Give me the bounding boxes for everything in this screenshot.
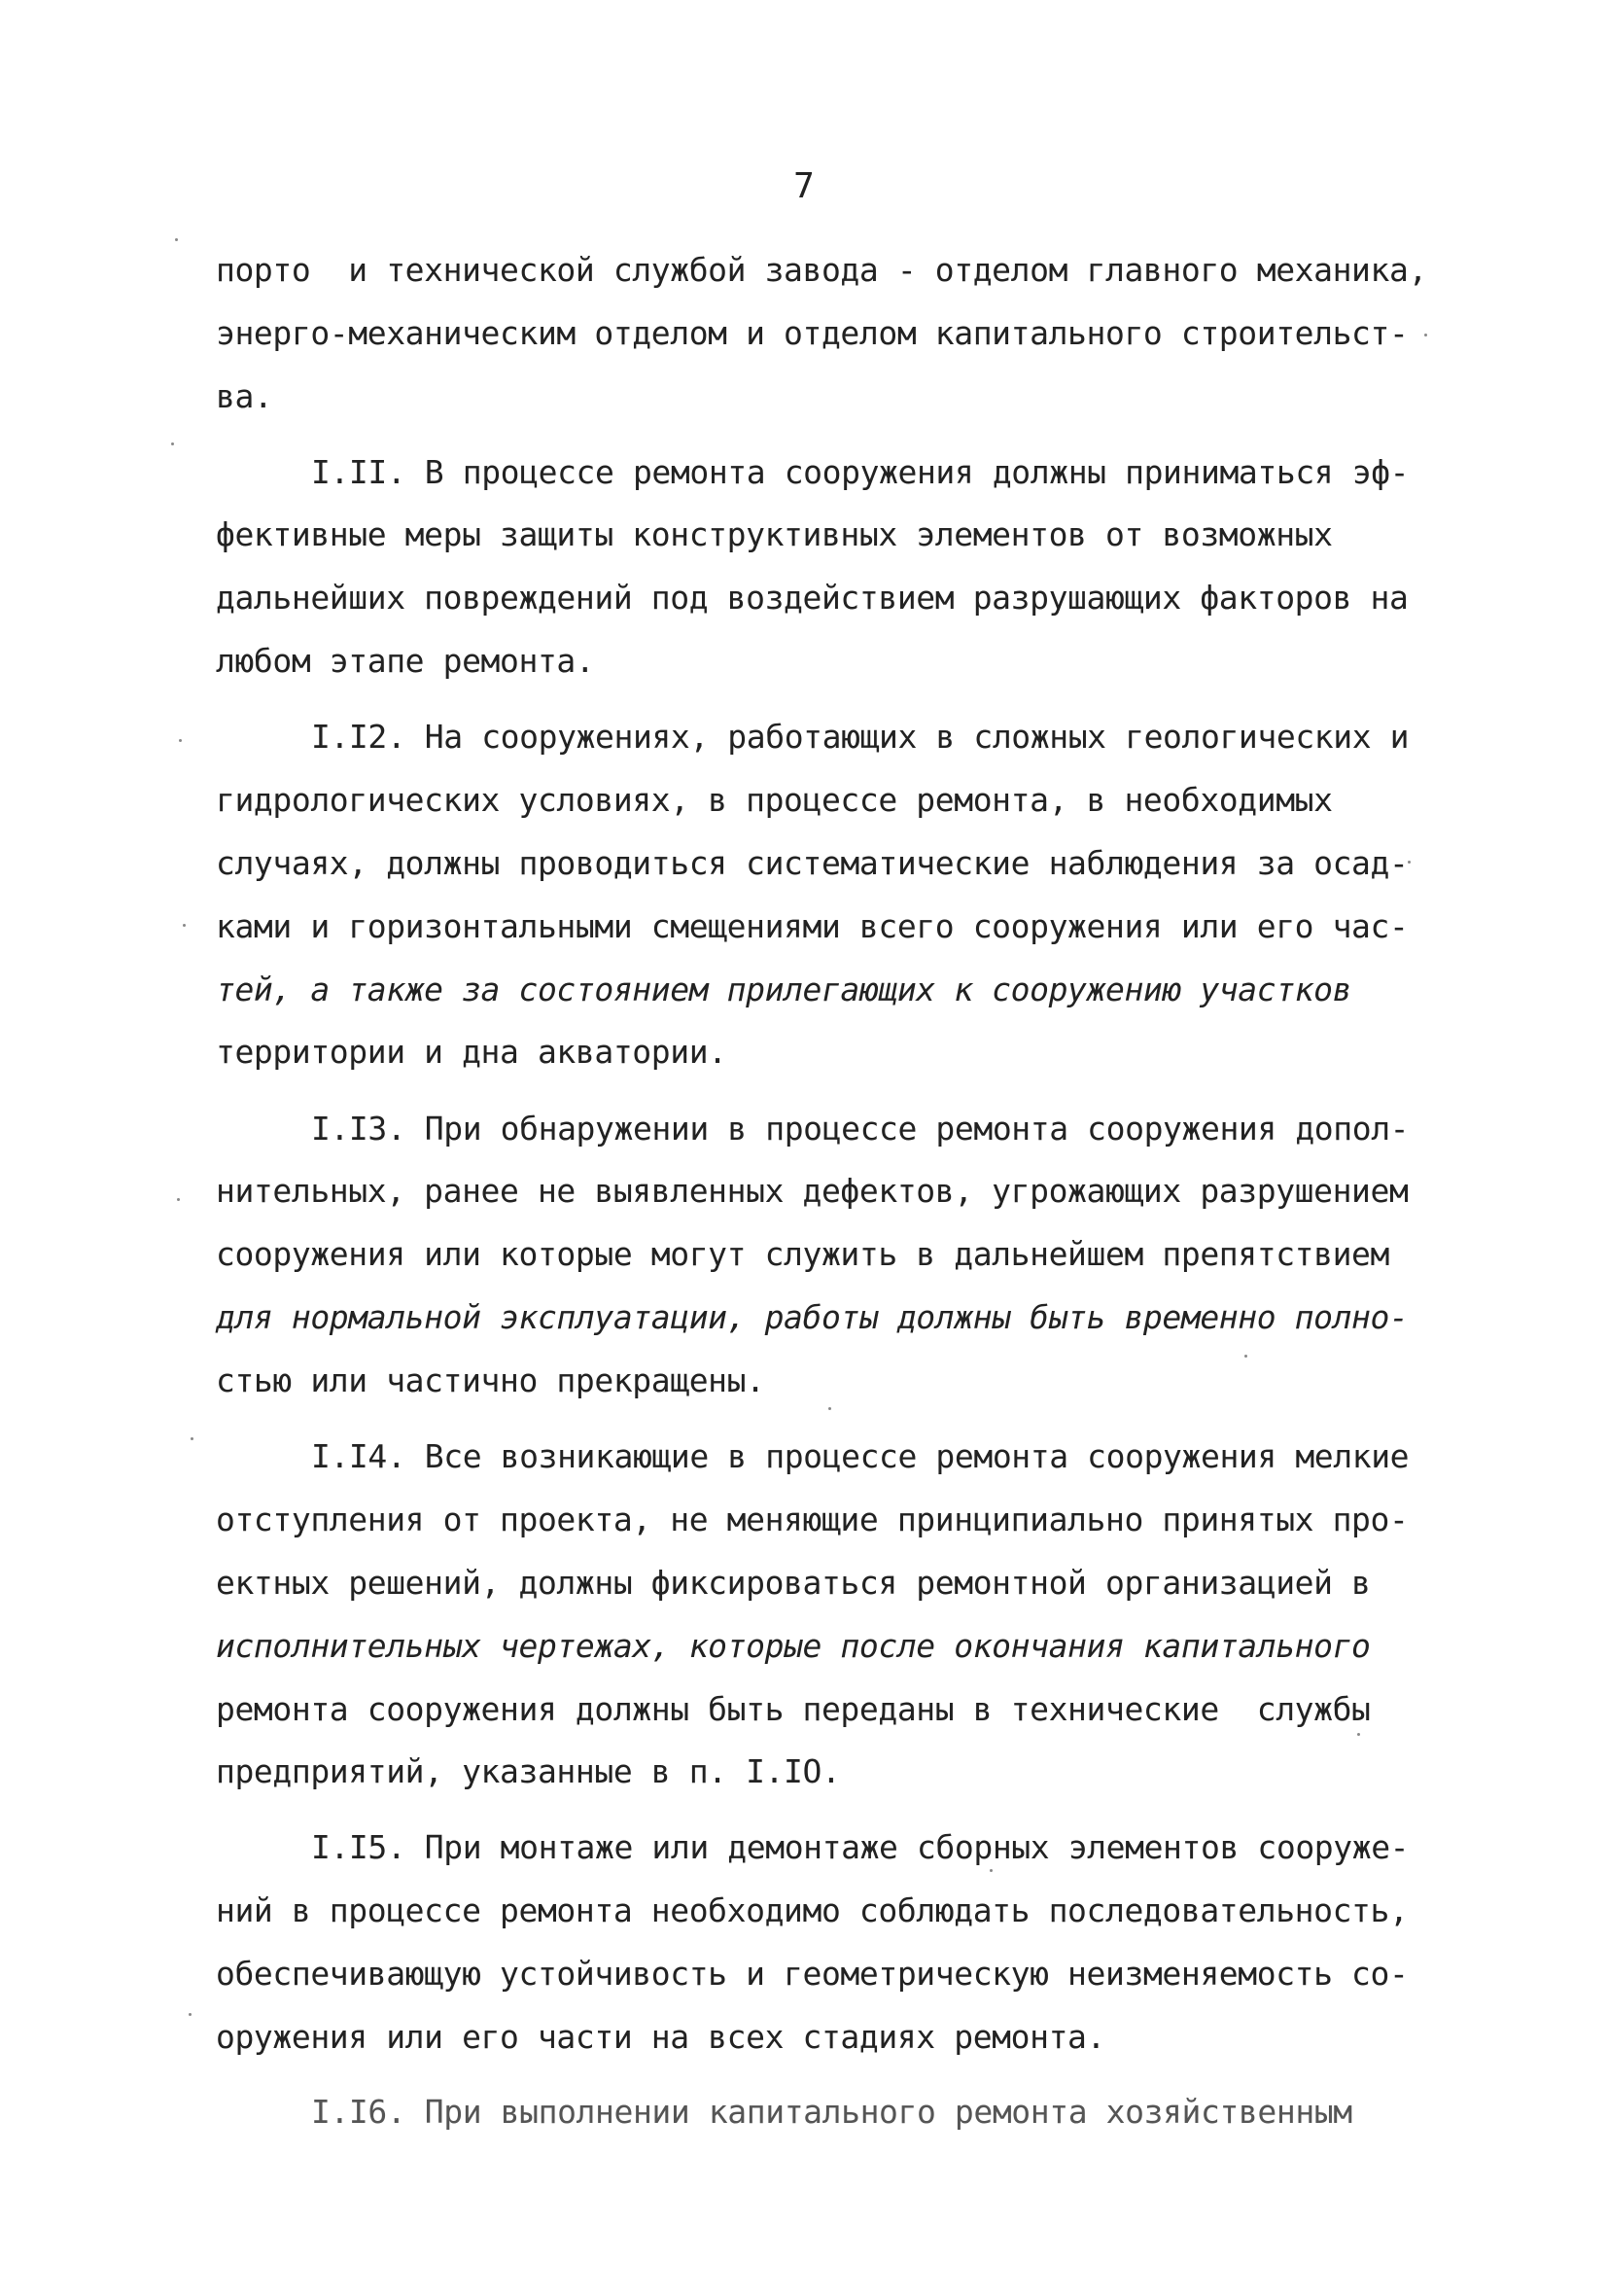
text-line: энерго-механическим отделом и отделом капитального строительст- [216,314,1409,352]
scan-speck [171,442,174,445]
text-line: для нормальной эксплуатации, работы должны быть временно полно- [216,1298,1409,1336]
text-line: I.I3. При обнаружении в процессе ремонта сооружения допол- [311,1110,1410,1148]
text-line: оружения или его части на всех стадиях ремонта. [216,2018,1105,2056]
scan-speck [179,739,182,742]
page-number: 7 [793,166,815,206]
text-line: дальнейших повреждений под воздействием разрушающих факторов на [216,579,1409,617]
text-line: территории и дна акватории. [216,1033,727,1071]
scan-speck [828,1407,831,1410]
text-line: гидрологических условиях, в процессе ремонта, в необходимых [216,781,1333,819]
scan-speck [183,924,186,927]
scan-speck [1357,1733,1360,1736]
text-line: обеспечивающую устойчивость и геометрическую неизменяемость со- [216,1955,1409,1993]
text-line: I.I4. Все возникающие в процессе ремонта сооружения мелкие [311,1437,1410,1475]
text-line: ектных решений, должны фиксироваться ремонтной организацией в [216,1564,1371,1602]
scan-speck [1408,861,1411,864]
text-line: любом этапе ремонта. [216,642,595,680]
text-line: случаях, должны проводиться систематические наблюдения за осад- [216,844,1409,882]
text-line: ремонта сооружения должны быть переданы в технические службы [216,1690,1371,1728]
text-line: стью или частично прекращены. [216,1361,765,1399]
text-line: ками и горизонтальными смещениями всего сооружения или его час- [216,907,1409,945]
text-line: тей, а также за состоянием прилегающих к сооружению участков [216,971,1352,1008]
text-line: порто и технической службой завода - отделом главного механика, [216,251,1427,289]
scan-speck [191,1437,193,1440]
text-line: ний в процессе ремонта необходимо соблюдать последовательность, [216,1891,1409,1929]
scan-speck [175,238,178,241]
text-line: нительных, ранее не выявленных дефектов, угрожающих разрушением [216,1172,1409,1210]
text-line: фективные меры защиты конструктивных элементов от возможных [216,515,1333,553]
scan-speck [990,1869,993,1872]
scan-speck [189,2013,192,2016]
text-line: исполнительных чертежах, которые после окончания капитального [216,1627,1371,1665]
text-line: отступления от проекта, не меняющие принципиально принятых про- [216,1501,1409,1538]
text-line: ва. [216,377,273,415]
scan-speck [177,1198,180,1201]
text-line: I.I2. На сооружениях, работающих в сложных геологических и [311,718,1410,756]
text-line: I.II. В процессе ремонта сооружения должны приниматься эф- [311,453,1410,491]
text-line: предприятий, указанные в п. I.IO. [216,1752,841,1790]
scan-speck [1244,1355,1247,1358]
text-line: I.I5. При монтаже или демонтаже сборных элементов сооруже- [311,1828,1410,1866]
text-line: сооружения или которые могут служить в дальнейшем препятствием [216,1235,1389,1273]
text-line: I.I6. При выполнении капитального ремонта хозяйственным [311,2093,1352,2131]
scan-speck [1424,334,1427,336]
